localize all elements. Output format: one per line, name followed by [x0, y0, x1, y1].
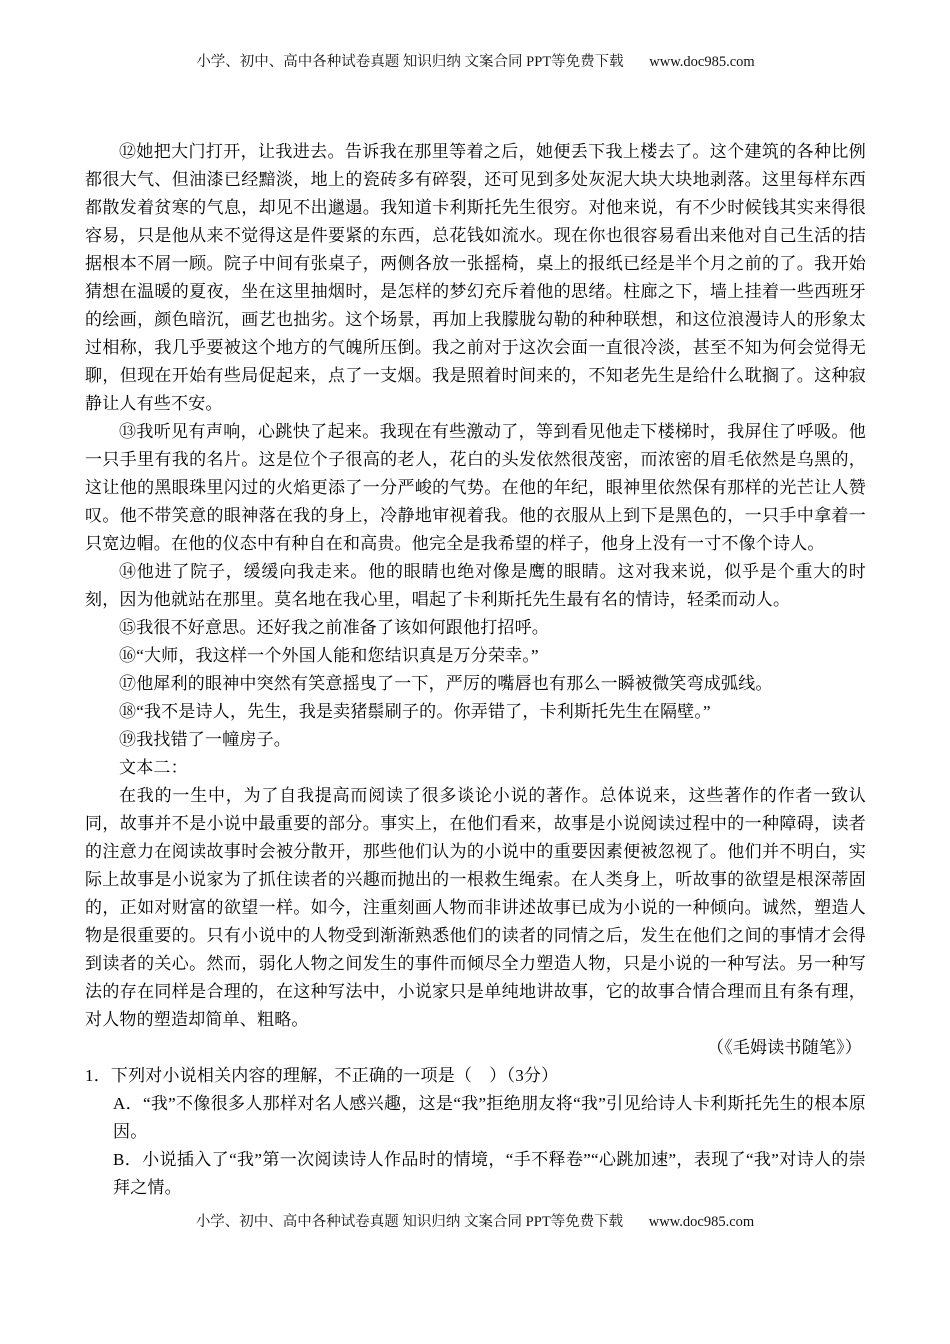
header-site-url: www.doc985.com: [649, 54, 755, 70]
source-citation: （《毛姆读书随笔》）: [707, 1038, 862, 1057]
text-two-label: 文本二：: [119, 758, 188, 777]
option-a-text: “我”不像很多人那样对名人感兴趣，这是“我”拒绝朋友将“我”引见给诗人卡利斯托先生的根本原因。: [113, 1094, 866, 1141]
passage-paragraph-18: ⑱“我不是诗人，先生，我是卖猪鬃刷子的。你弄错了，卡利斯托先生在隔壁。”: [119, 702, 711, 721]
passage-paragraph-16: ⑯“大师，我这样一个外国人能和您结识真是万分荣幸。”: [119, 646, 539, 665]
passage-paragraph-17: ⑰他犀利的眼神中突然有笑意摇曳了一下，严厉的嘴唇也有那么一瞬被微笑弯成弧线。: [119, 674, 773, 693]
option-a-label: A．: [113, 1094, 143, 1113]
page-footer: [0, 1212, 950, 1232]
option-b-label: B．: [113, 1150, 143, 1169]
header-site-text: 小学、初中、高中各种试卷真题 知识归纳 文案合同 PPT等免费下载: [196, 54, 624, 70]
passage-paragraph-12: ⑫她把大门打开，让我进去。告诉我在那里等着之后，她便丢下我上楼去了。这个建筑的各种比例都很大气、但油漆已经黯淡，地上的瓷砖多有碎裂，还可见到多处灰泥大块大块地剥落。这里每样东西都散发着贫寒的气息，却见不出邋遢。我知道卡利斯托先生很穷。对他来说，有不少时候钱其实来得很容易，只是他从来不觉得这是件要紧的东西，总花钱如流水。现在你也很容易看出来他对自己生活的拮据根本不屑一顾。院子中间有张桌子，两侧各放一张摇椅，桌上的报纸已经是半个月之前的了。我开始猜想在温暖的夏夜，坐在这里抽烟时，是怎样的梦幻充斥着他的思绪。柱廊之下，墙上挂着一些西班牙的绘画，颜色暗沉，画艺也拙劣。这个场景，再加上我朦胧勾勒的种种联想，和这位浪漫诗人的形象太过相称，我几乎要被这个地方的气魄所压倒。我之前对于这次会面一直很冷淡，甚至不知为何会觉得无聊，但现在开始有些局促起来，点了一支烟。我是照着时间来的，不知老先生是给什么耽搁了。这种寂静让人有些不安。: [85, 142, 866, 413]
footer-site-text: 小学、初中、高中各种试卷真题 知识归纳 文案合同 PPT等免费下载: [195, 1214, 624, 1230]
question-1-option-b: [85, 1146, 866, 1202]
question-1-stem: 1．下列对小说相关内容的理解，不正确的一项是（ ）（3分）: [85, 1066, 559, 1085]
text-two-body: 在我的一生中，为了自我提高而阅读了很多谈论小说的著作。总体说来，这些著作的作者一致认同，故事并不是小说中最重要的部分。事实上，在他们看来，故事是小说阅读过程中的一种障碍，读者的注意力在阅读故事时会被分散开，那些他们认为的小说中的重要因素便被忽视了。他们并不明白，实际上故事是小说家为了抓住读者的兴趣而抛出的一根救生绳索。在人类身上，听故事的欲望是根深蒂固的，正如对财富的欲望一样。如今，注重刻画人物而非讲述故事已成为小说的一种倾向。诚然，塑造人物是很重要的。只有小说中的人物受到渐渐熟悉他们的读者的同情之后，发生在他们之间的事情才会得到读者的关心。然而，弱化人物之间发生的事件而倾尽全力塑造人物，只是小说的一种写法。另一种写法的存在同样是合理的，在这种写法中，小说家只是单纯地讲故事，它的故事合情合理而且有条有理，对人物的塑造却简单、粗略。: [85, 786, 866, 1029]
option-b-text: 小说插入了“我”第一次阅读诗人作品时的情境，“手不释卷”“心跳加速”，表现了“我”对诗人的崇拜之情。: [113, 1150, 866, 1197]
page-header: [85, 52, 866, 72]
footer-site-url: www.doc985.com: [648, 1214, 755, 1230]
passage-paragraph-13: ⑬我听见有声响，心跳快了起来。我现在有些激动了，等到看见他走下楼梯时，我屏住了呼吸。他一只手里有我的名片。这是位个子很高的老人，花白的头发依然很茂密，而浓密的眉毛依然是乌黑的，这让他的黑眼珠里闪过的火焰更添了一分严峻的气势。在他的年纪，眼神里依然保有那样的光芒让人赞叹。他不带笑意的眼神落在我的身上，冷静地审视着我。他的衣服从上到下是黑色的，一只手中拿着一只宽边帽。在他的仪态中有种自在和高贵。他完全是我希望的样子，他身上没有一寸不像个诗人。: [85, 422, 866, 553]
document-content: [85, 138, 866, 1202]
question-1-option-a: [85, 1090, 866, 1146]
passage-paragraph-15: ⑮我很不好意思。还好我之前准备了该如何跟他打招呼。: [119, 618, 549, 637]
passage-paragraph-14: ⑭他进了院子，缓缓向我走来。他的眼睛也绝对像是鹰的眼睛。这对我来说，似乎是个重大的时刻，因为他就站在那里。莫名地在我心里，唱起了卡利斯托先生最有名的情诗，轻柔而动人。: [85, 562, 866, 609]
passage-paragraph-19: ⑲我找错了一幢房子。: [119, 730, 291, 749]
